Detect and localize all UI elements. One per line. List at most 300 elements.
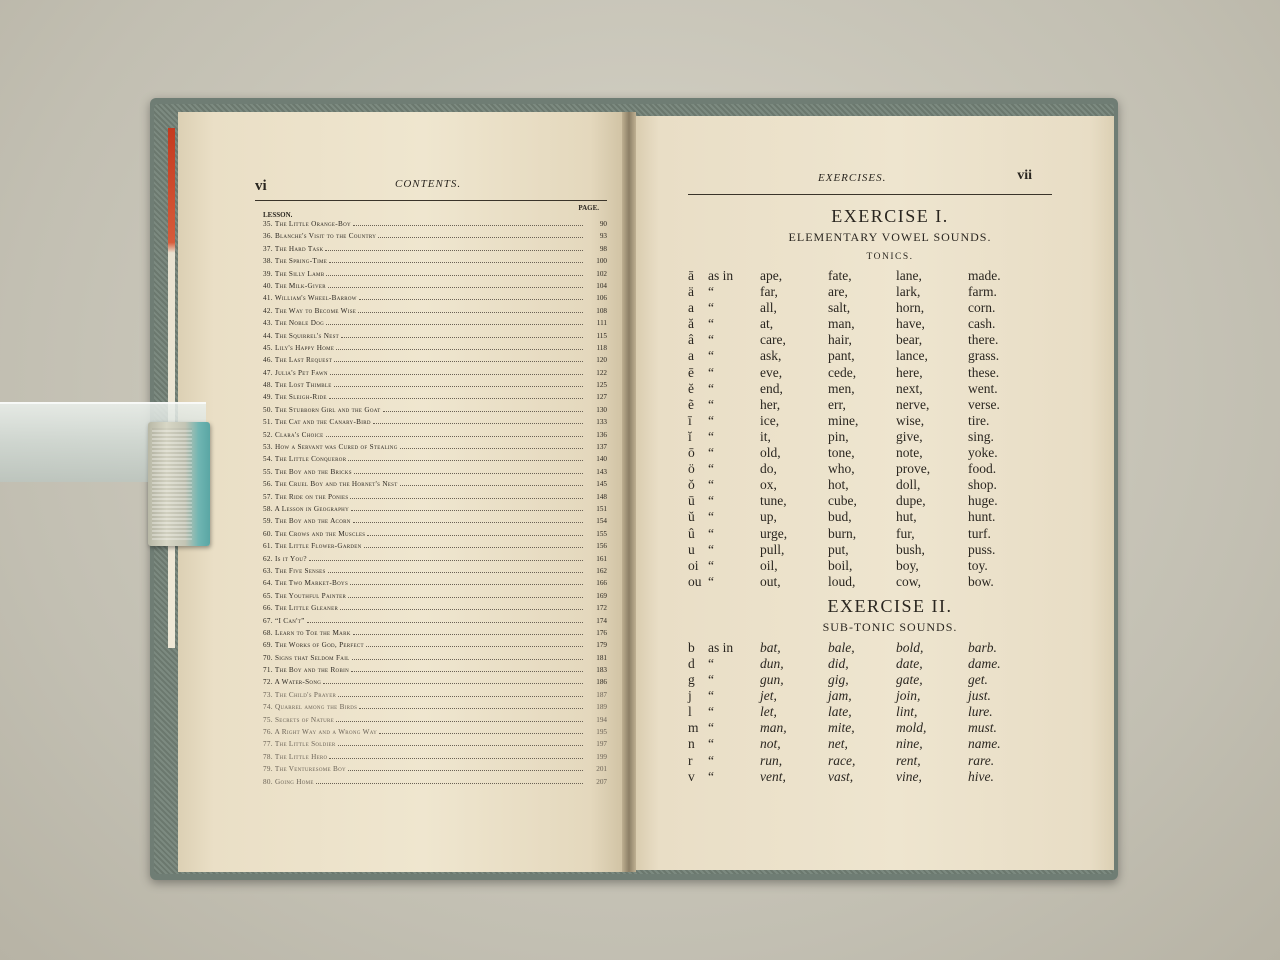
example-word: gate, [896,672,923,688]
sound-row [688,736,1092,752]
lesson-column-label: LESSON. [263,211,293,219]
leader-dots [353,522,583,523]
as-in-label: “ [708,672,714,688]
example-word: just. [968,688,991,704]
subtonic-sound-table [688,640,1092,785]
example-word: pin, [828,428,849,444]
example-word: pant, [828,348,855,364]
example-word: ape, [760,268,783,283]
running-head: EXERCISES. [818,172,887,184]
example-word: bush, [896,541,925,557]
example-word: not, [760,736,781,752]
lesson-page-number: 194 [596,715,607,724]
leader-dots [326,324,583,325]
sound-row [688,413,1092,429]
contents-entry [255,641,607,653]
example-word: do, [760,461,777,477]
contents-entry [255,654,607,666]
contents-entry [255,418,607,430]
example-word: tone, [828,445,855,461]
leader-dots [350,584,583,585]
leader-dots [352,659,583,660]
example-word: ask, [760,348,782,364]
contents-entry [255,703,607,715]
example-word: let, [760,704,777,720]
as-in-label: “ [708,428,714,444]
lesson-page-number: 136 [596,430,607,439]
sound-row [688,429,1092,445]
lesson-page-number: 166 [596,579,607,588]
lesson-title: 49. The Sleigh-Ride [263,393,327,402]
leader-dots [358,312,583,313]
example-word: lance, [896,348,928,364]
lesson-page-number: 125 [596,381,607,390]
leader-dots [359,299,583,300]
leader-dots [328,287,583,288]
sound-row [688,509,1092,525]
leader-dots [338,745,584,746]
lesson-page-number: 118 [596,343,607,352]
example-word: loud, [828,573,856,589]
example-word: cash. [968,316,996,332]
example-word: up, [760,509,777,525]
lesson-title: 43. The Noble Dog [263,319,325,328]
contents-list [255,220,607,790]
example-word: lint, [896,704,918,720]
example-word: puss. [968,541,996,557]
example-word: lark, [896,284,921,300]
contents-entry [255,220,607,232]
lesson-page-number: 127 [596,393,607,402]
column-headers [255,204,607,219]
example-word: lure. [968,704,993,720]
lesson-page-number: 169 [596,591,607,600]
contents-entry [255,282,607,294]
example-word: put, [828,541,849,557]
vowel-sound-table [688,268,1092,590]
example-word: hive. [968,768,994,784]
lesson-page-number: 108 [596,306,607,315]
sound-row [688,397,1092,413]
example-word: boy, [896,557,919,573]
contents-entry [255,716,607,728]
contents-entry [255,245,607,257]
sound-symbol: g [688,672,695,688]
sound-row [688,381,1092,397]
lesson-page-number: 102 [596,269,607,278]
leader-dots [383,411,584,412]
lesson-title: 58. A Lesson in Geography [263,504,349,513]
example-word: end, [760,380,783,396]
example-word: man, [828,316,855,332]
example-word: here, [896,364,923,380]
contents-entry [255,740,607,752]
contents-entry [255,270,607,282]
example-word: nine, [896,736,923,752]
lesson-title: 64. The Two Market-Boys [263,579,349,588]
example-word: hot, [828,477,849,493]
lesson-page-number: 130 [596,405,607,414]
lesson-page-number: 189 [596,703,607,712]
example-word: date, [896,655,923,671]
leader-dots [326,275,583,276]
lesson-page-number: 197 [596,740,607,749]
example-word: horn, [896,300,925,316]
contents-entry [255,332,607,344]
example-word: yoke. [968,445,998,461]
sound-row [688,753,1092,769]
sound-symbol: ĭ [688,428,692,444]
example-word: bow. [968,573,994,589]
lesson-title: 47. Julia's Pet Fawn [263,368,328,377]
contents-entry [255,778,607,790]
example-word: mine, [828,412,859,428]
lesson-title: 36. Blanche's Visit to the Country [263,232,377,241]
example-word: corn. [968,300,996,316]
sound-row [688,526,1092,542]
as-in-label: “ [708,300,714,316]
example-word: net, [828,736,848,752]
bookmark-tab [148,422,210,546]
example-word: ice, [760,412,780,428]
lesson-page-number: 176 [596,628,607,637]
sound-symbol: ou [688,573,702,589]
example-word: pull, [760,541,785,557]
as-in-label: “ [708,284,714,300]
example-word: farm. [968,284,997,300]
example-word: shop. [968,477,997,493]
lesson-page-number: 151 [596,504,607,513]
bookmark-highlight [0,402,206,404]
example-word: vine, [896,768,922,784]
lesson-title: 46. The Last Request [263,356,333,365]
contents-entry [255,344,607,356]
lesson-page-number: 148 [596,492,607,501]
lesson-page-number: 199 [596,752,607,761]
example-word: food. [968,461,997,477]
sound-row [688,445,1092,461]
lesson-title: 39. The Silly Lamb [263,269,325,278]
leader-dots [364,547,583,548]
example-word: there. [968,332,999,348]
example-word: vast, [828,768,854,784]
sound-row [688,316,1092,332]
leader-dots [336,349,583,350]
sound-symbol: û [688,525,695,541]
example-word: old, [760,445,781,461]
sound-row [688,640,1092,656]
lesson-page-number: 186 [596,678,607,687]
sound-row [688,656,1092,672]
lesson-page-number: 207 [596,777,607,786]
lesson-title: 55. The Boy and the Bricks [263,467,352,476]
leader-dots [329,262,583,263]
example-word: urge, [760,525,788,541]
leader-dots [334,386,583,387]
lesson-page-number: 115 [596,331,607,340]
as-in-label: “ [708,573,714,589]
sound-row [688,704,1092,720]
lesson-title: 37. The Hard Task [263,244,324,253]
example-word: dame. [968,655,1001,671]
as-in-label: “ [708,525,714,541]
sound-symbol: ō [688,445,695,461]
lesson-title: 35. The Little Orange-Boy [263,220,351,228]
lesson-title: 52. Clara's Choice [263,430,324,439]
contents-entry [255,691,607,703]
contents-entry [255,356,607,368]
example-word: did, [828,655,849,671]
contents-entry [255,505,607,517]
example-word: rare. [968,752,995,768]
example-word: far, [760,284,778,300]
leader-dots [309,560,583,561]
example-word: race, [828,752,856,768]
sound-symbol: â [688,332,694,348]
lesson-page-number: 106 [596,294,607,303]
sound-symbol: ī [688,412,692,428]
lesson-page-number: 156 [596,542,607,551]
lesson-title: 48. The Lost Thimble [263,381,332,390]
lesson-title: 50. The Stubborn Girl and the Goat [263,405,381,414]
contents-entry [255,678,607,690]
lesson-title: 61. The Little Flower-Garden [263,542,362,551]
example-word: fate, [828,268,852,283]
contents-entry [255,393,607,405]
leader-dots [348,770,583,771]
sound-row [688,332,1092,348]
lesson-title: 65. The Youthful Painter [263,591,347,600]
lesson-title: 38. The Spring-Time [263,257,328,266]
as-in-label: “ [708,768,714,784]
sound-symbol: ă [688,316,694,332]
lesson-page-number: 120 [596,356,607,365]
as-in-label: “ [708,493,714,509]
lesson-title: 70. Signs that Seldom Fail [263,653,350,662]
example-word: these. [968,364,1000,380]
lesson-page-number: 201 [596,765,607,774]
lesson-page-number: 93 [599,232,607,241]
lesson-page-number: 154 [596,517,607,526]
example-word: have, [896,316,925,332]
contents-entry [255,369,607,381]
lesson-page-number: 145 [596,480,607,489]
lesson-page-number: 161 [596,554,607,563]
leader-dots [330,374,583,375]
as-in-label: “ [708,364,714,380]
leader-dots [325,250,583,251]
example-word: it, [760,428,771,444]
sound-symbol: ö [688,461,695,477]
sound-symbol: n [688,736,695,752]
sound-row [688,284,1092,300]
example-word: all, [760,300,777,316]
example-word: bold, [896,639,924,655]
example-word: men, [828,380,855,396]
example-word: burn, [828,525,857,541]
leader-dots [359,708,583,709]
leader-dots [348,460,583,461]
leader-dots [353,225,583,226]
example-word: man, [760,720,787,736]
lesson-title: 75. Secrets of Nature [263,715,334,724]
example-word: tune, [760,493,787,509]
example-word: prove, [896,461,931,477]
example-word: salt, [828,300,851,316]
example-word: rent, [896,752,921,768]
example-word: give, [896,428,923,444]
contents-entry [255,530,607,542]
lesson-page-number: 174 [596,616,607,625]
example-word: huge. [968,493,998,509]
contents-entry [255,307,607,319]
example-word: care, [760,332,786,348]
leader-dots [340,609,583,610]
lesson-title: 73. The Child's Prayer [263,690,337,699]
leader-dots [350,498,583,499]
lesson-page-number: 183 [596,666,607,675]
example-word: ox, [760,477,777,493]
contents-header [255,178,607,196]
as-in-label: “ [708,720,714,736]
lesson-page-number: 90 [599,220,607,228]
example-word: run, [760,752,783,768]
example-word: sing. [968,428,994,444]
contents-entry [255,493,607,505]
sound-symbol: a [688,300,694,316]
example-word: join, [896,688,921,704]
as-in-label: “ [708,348,714,364]
example-word: nerve, [896,396,930,412]
leader-dots [341,337,583,338]
leader-dots [328,572,583,573]
contents-entry [255,542,607,554]
as-in-label: “ [708,332,714,348]
sound-symbol: ū [688,493,695,509]
example-word: barb. [968,639,997,655]
leader-dots [379,733,583,734]
sound-row [688,477,1092,493]
sound-symbol: b [688,639,695,655]
contents-entry [255,257,607,269]
lesson-title: 42. The Way to Become Wise [263,306,357,315]
leader-dots [400,485,583,486]
lesson-title: 41. William's Wheel-Barrow [263,294,357,303]
example-word: oil, [760,557,778,573]
example-word: out, [760,573,781,589]
sound-symbol: oi [688,557,699,573]
lesson-page-number: 111 [596,319,607,328]
leader-dots [366,646,583,647]
lesson-page-number: 98 [599,244,607,253]
example-word: next, [896,380,923,396]
lesson-title: 76. A Right Way and a Wrong Way [263,728,378,737]
lesson-title: 40. The Milk-Giver [263,281,326,290]
page-edge-strip [168,128,175,648]
contents-entry [255,592,607,604]
lesson-title: 57. The Ride on the Ponies [263,492,349,501]
lesson-title: 66. The Little Gleaner [263,604,339,613]
lesson-title: 60. The Crows and the Muscles [263,529,366,538]
example-word: bale, [828,639,855,655]
contents-entry [255,455,607,467]
exercise-1-title: EXERCISE I. [831,206,949,226]
lesson-page-number: 104 [596,281,607,290]
as-in-label: “ [708,704,714,720]
as-in-label: “ [708,541,714,557]
lesson-page-number: 179 [596,641,607,650]
lesson-page-number: 137 [596,443,607,452]
lesson-page-number: 122 [596,368,607,377]
example-word: get. [968,672,988,688]
lesson-title: 56. The Cruel Boy and the Hornet's Nest [263,480,398,489]
lesson-title: 59. The Boy and the Acorn [263,517,351,526]
sound-symbol: m [688,720,699,736]
lesson-title: 72. A Water-Song [263,678,322,687]
as-in-label: “ [708,412,714,428]
example-word: jam, [828,688,852,704]
example-word: gig, [828,672,849,688]
sound-symbol: a [688,348,694,364]
lesson-page-number: 143 [596,467,607,476]
example-word: dupe, [896,493,926,509]
lesson-page-number: 162 [596,566,607,575]
as-in-label: as in [708,268,734,283]
leader-dots [326,436,583,437]
contents-entry [255,232,607,244]
as-in-label: “ [708,736,714,752]
leader-dots [329,758,583,759]
contents-entry [255,468,607,480]
leader-dots [351,671,583,672]
leader-dots [323,683,583,684]
exercises-header [688,170,1092,192]
leader-dots [354,473,583,474]
example-word: must. [968,720,997,736]
example-word: are, [828,284,848,300]
example-word: bud, [828,509,852,525]
as-in-label: “ [708,316,714,332]
sound-symbol: ē [688,364,694,380]
example-word: grass. [968,348,1000,364]
header-rule [255,200,607,201]
sound-symbol: ẽ [688,396,694,412]
lesson-title: 67. “I Can't” [263,616,305,625]
contents-entry [255,617,607,629]
lesson-page-number: 181 [596,653,607,662]
page-number: vi [255,178,267,194]
example-word: cow, [896,573,921,589]
lesson-title: 63. The Five Senses [263,566,326,575]
as-in-label: “ [708,396,714,412]
contents-page [255,178,607,790]
example-word: at, [760,316,774,332]
sound-symbol: u [688,541,695,557]
lesson-title: 45. Lily's Happy Home [263,343,335,352]
sound-row [688,461,1092,477]
leader-dots [336,721,583,722]
example-word: eve, [760,364,783,380]
as-in-label: “ [708,445,714,461]
example-word: went. [968,380,998,396]
leader-dots [367,535,583,536]
sound-row [688,348,1092,364]
example-word: fur, [896,525,915,541]
as-in-label: “ [708,477,714,493]
example-word: toy. [968,557,988,573]
sound-row [688,542,1092,558]
lesson-title: 77. The Little Soldier [263,740,336,749]
